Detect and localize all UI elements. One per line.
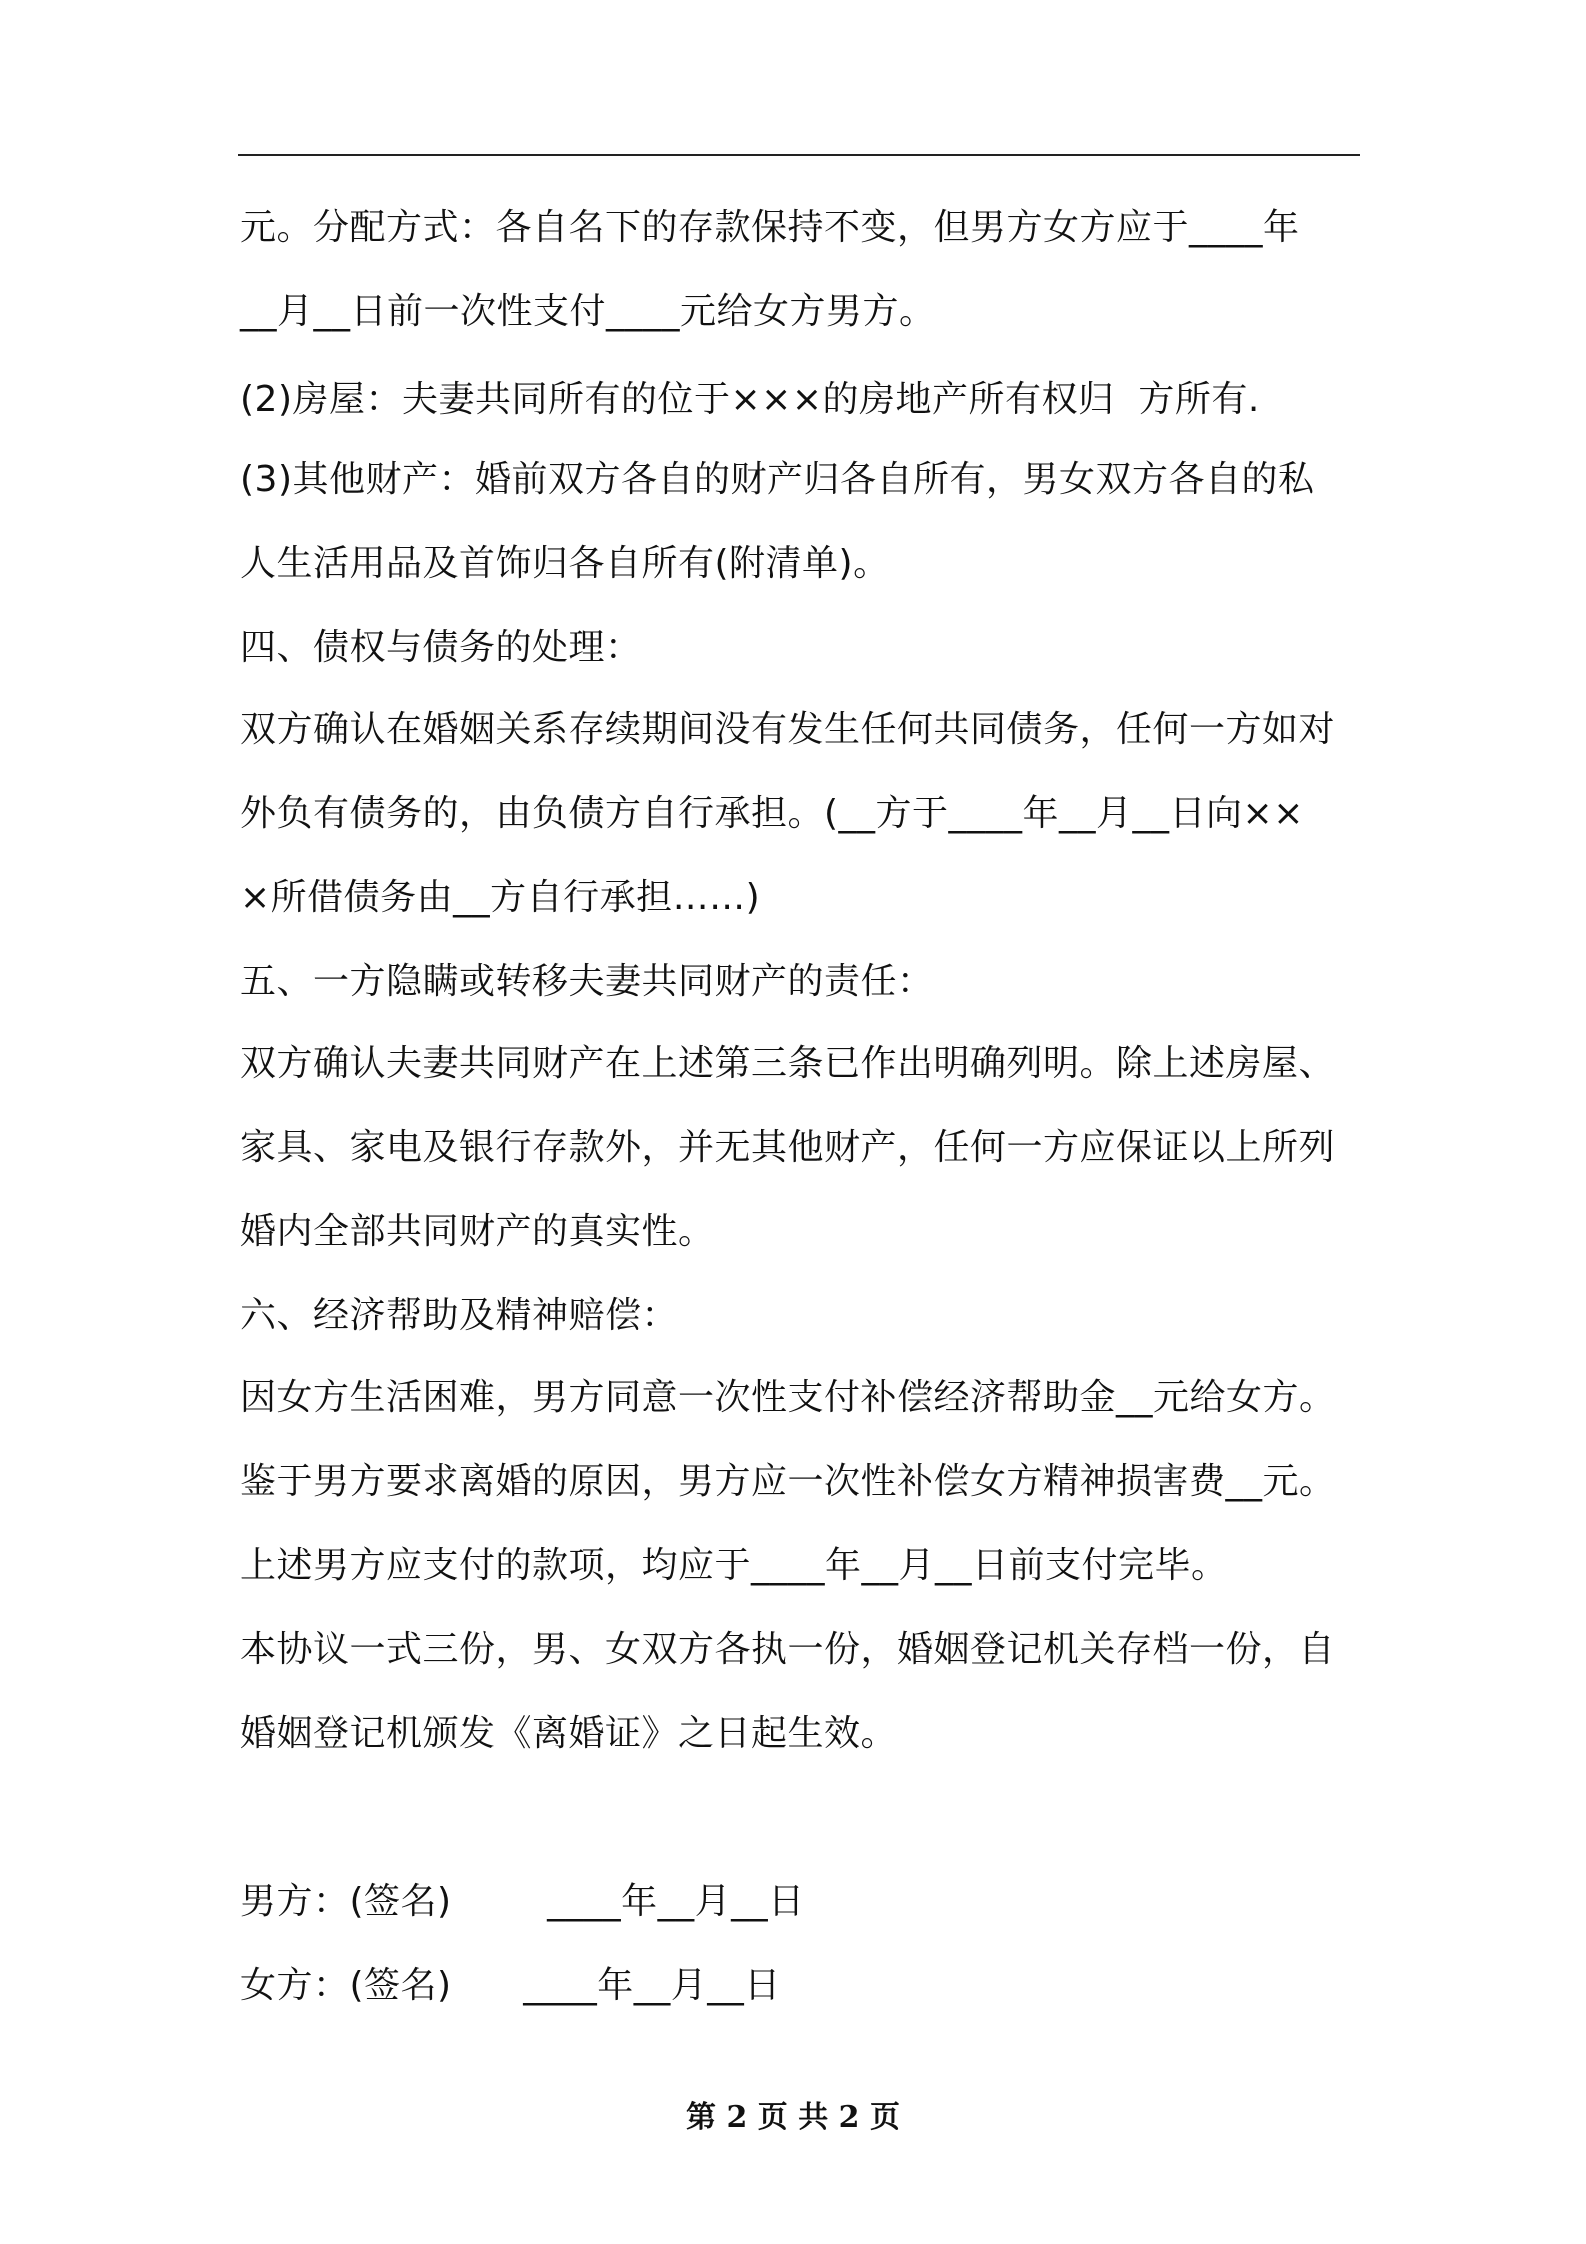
text-line: 上述男方应支付的款项，均应于____年__月__日前支付完毕。 <box>240 1545 1228 1586</box>
text-line: 婚内全部共同财产的真实性。 <box>240 1211 715 1252</box>
signature-line-female: 女方：(签名) ____年__月__日 <box>240 1965 781 2006</box>
text-line: __月__日前一次性支付____元给女方男方。 <box>240 291 936 332</box>
text-line: (3)其他财产：婚前双方各自的财产归各自所有，男女双方各自的私 <box>240 459 1315 500</box>
text-line: (2)房屋：夫妻共同所有的位于×××的房地产所有权归 方所有. <box>240 379 1260 420</box>
section-heading: 六、经济帮助及精神赔偿： <box>240 1295 679 1336</box>
signature-line-male: 男方：(签名) ____年__月__日 <box>240 1881 805 1922</box>
text-line: 婚姻登记机颁发《离婚证》之日起生效。 <box>240 1713 898 1754</box>
text-line: 双方确认在婚姻关系存续期间没有发生任何共同债务，任何一方如对 <box>240 709 1336 750</box>
text-line: ×所借债务由__方自行承担……) <box>240 877 761 918</box>
text-line: 因女方生活困难，男方同意一次性支付补偿经济帮助金__元给女方。 <box>240 1377 1336 1418</box>
text-line: 本协议一式三份，男、女双方各执一份，婚姻登记机关存档一份，自 <box>240 1629 1336 1670</box>
text-line: 元。分配方式：各自名下的存款保持不变，但男方女方应于____年 <box>240 207 1300 248</box>
text-line: 人生活用品及首饰归各自所有(附清单)。 <box>240 543 890 584</box>
text-line: 家具、家电及银行存款外，并无其他财产，任何一方应保证以上所列 <box>240 1127 1336 1168</box>
page-number-footer: 第 2 页 共 2 页 <box>686 2100 900 2135</box>
text-line: 外负有债务的，由负债方自行承担。(__方于____年__月__日向×× <box>240 793 1304 834</box>
section-heading: 四、债权与债务的处理： <box>240 627 642 668</box>
header-rule <box>238 154 1360 156</box>
section-heading: 五、一方隐瞒或转移夫妻共同财产的责任： <box>240 961 934 1002</box>
text-line: 鉴于男方要求离婚的原因，男方应一次性补偿女方精神损害费__元。 <box>240 1461 1336 1502</box>
text-line: 双方确认夫妻共同财产在上述第三条已作出明确列明。除上述房屋、 <box>240 1043 1336 1084</box>
